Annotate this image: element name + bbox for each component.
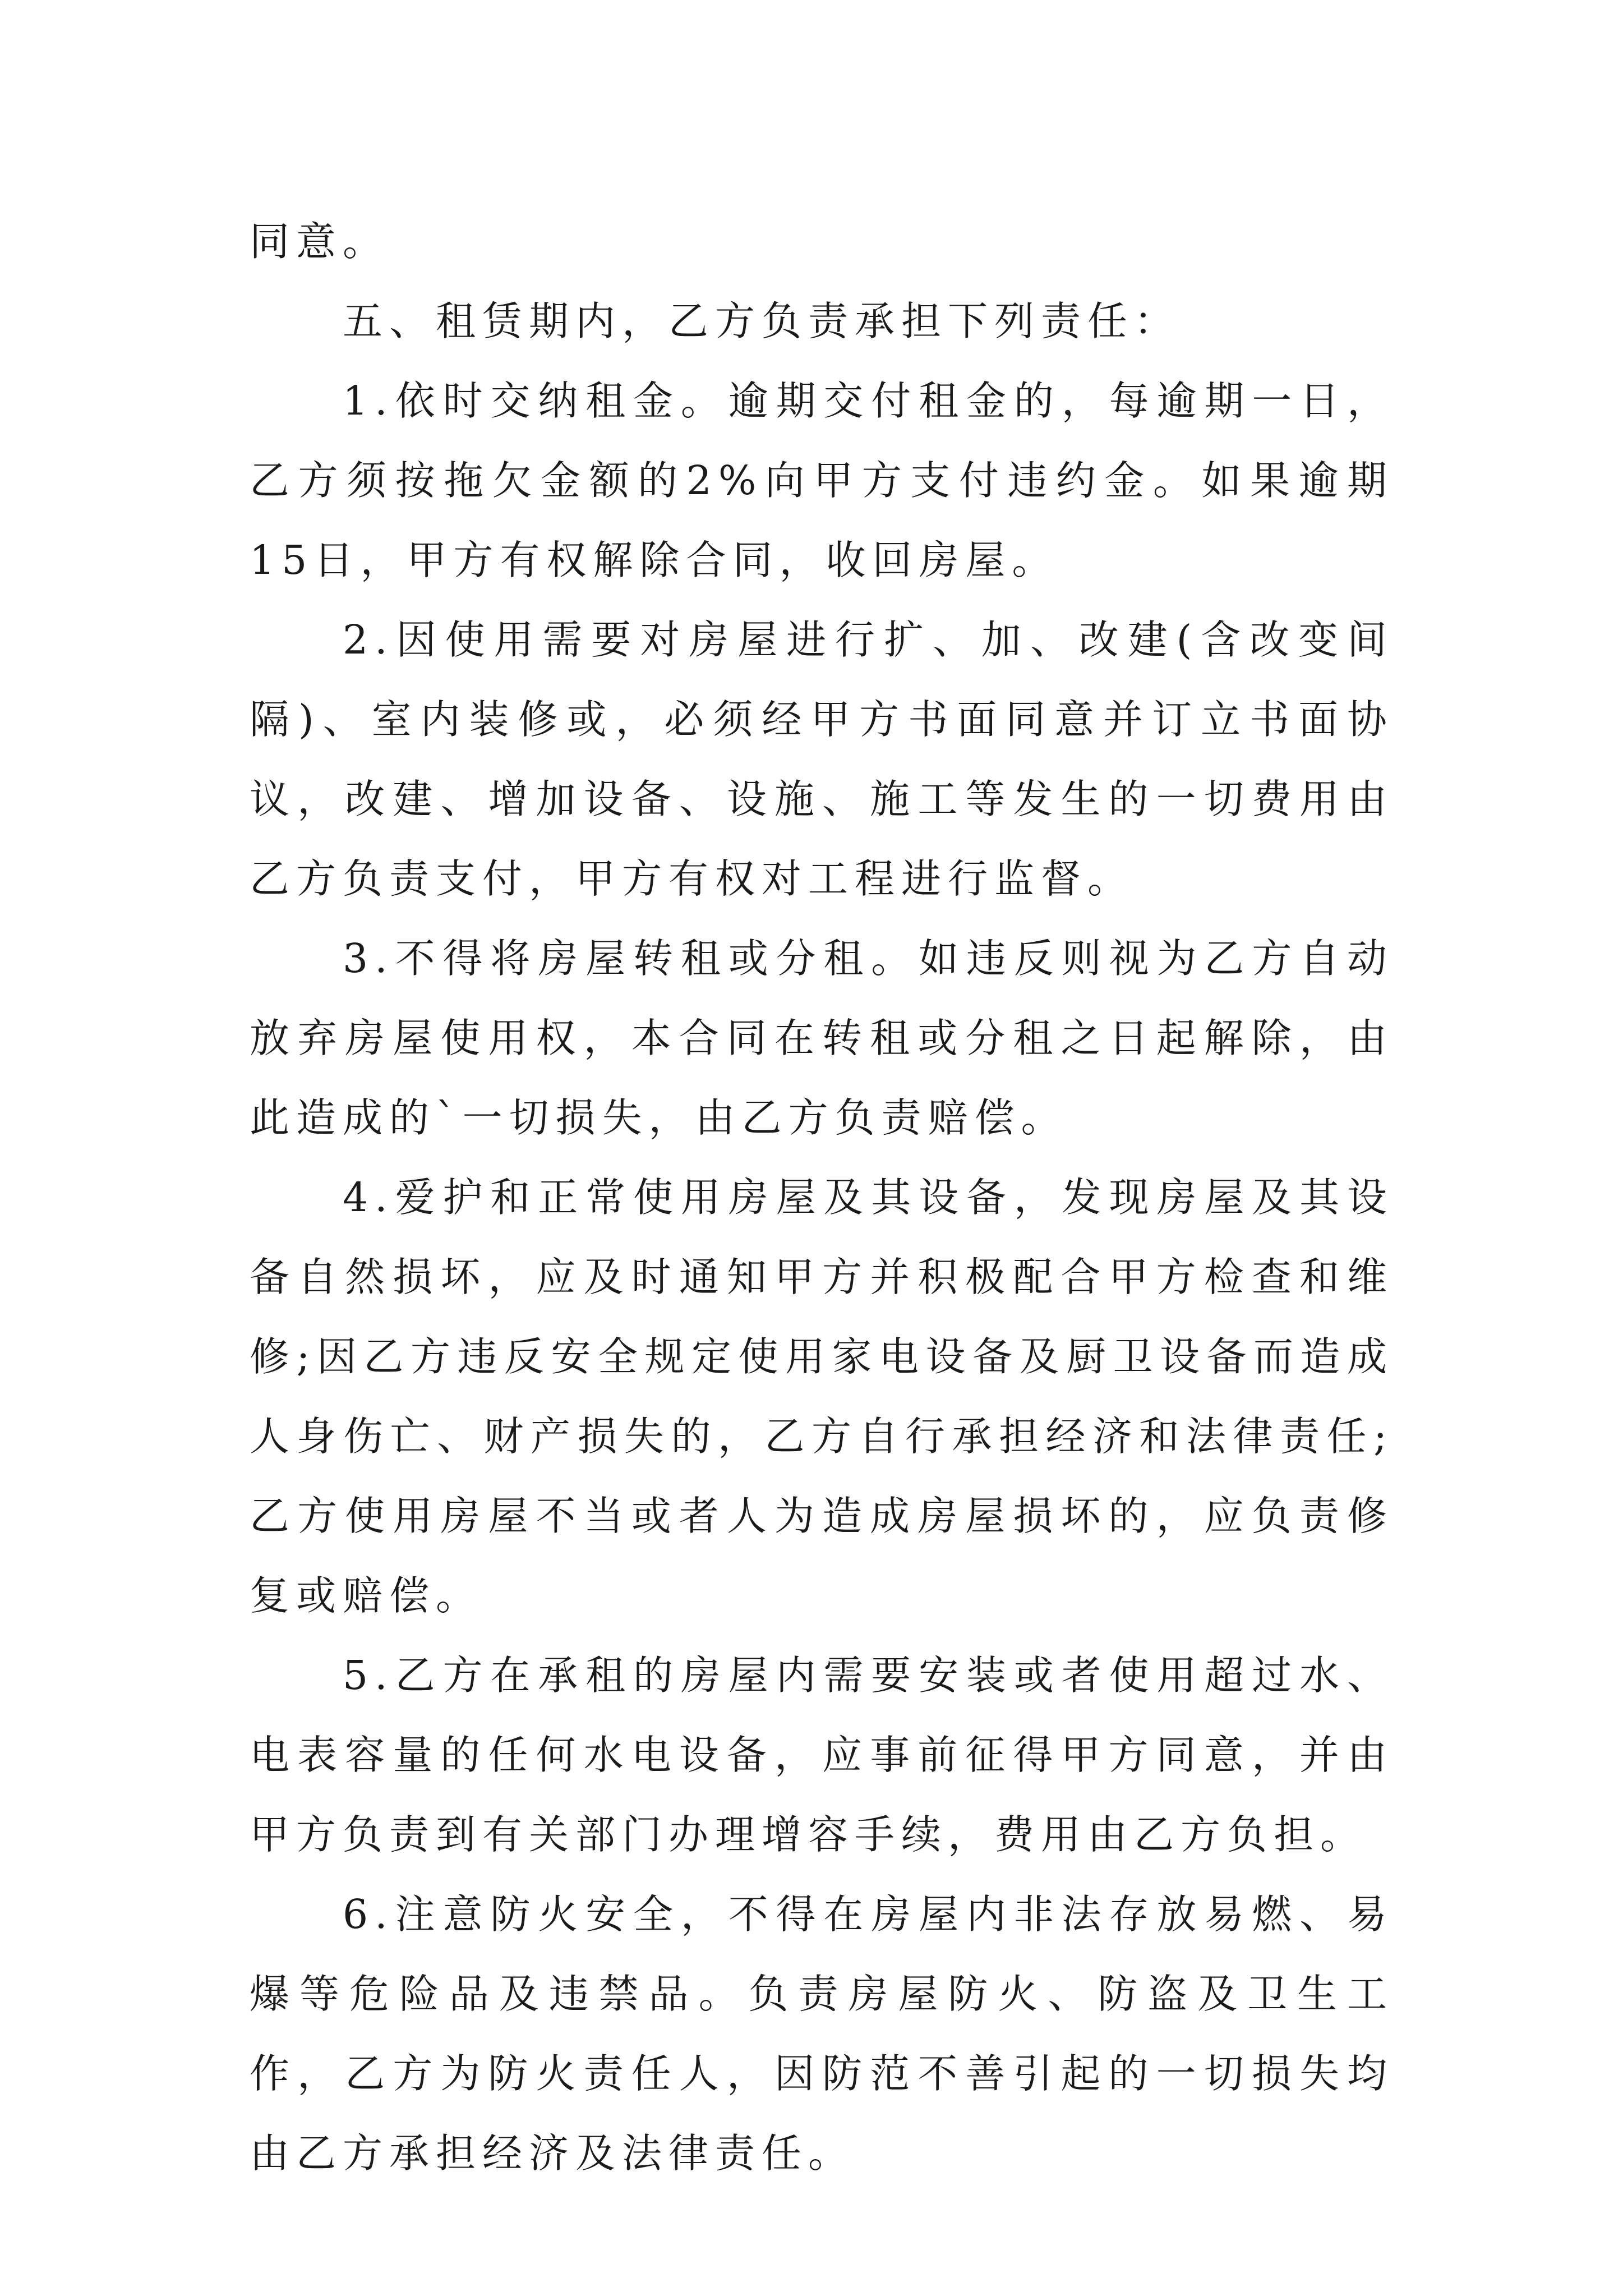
- section-heading-five: 五、租赁期内，乙方负责承担下列责任：: [343, 298, 1181, 344]
- clause-5-utilities: 5.乙方在承租的房屋内需要安装或者使用超过水、电表容量的任何水电设备，应事前征得甲方同意，并由甲方负责到有关部门办理增容手续，费用由乙方负担。: [250, 1652, 1394, 1858]
- clause-6-fire-safety: 6.注意防火安全，不得在房屋内非法存放易燃、易爆等危险品及违禁品。负责房屋防火、防盗及卫生工作，乙方为防火责任人，因防范不善引起的一切损失均由乙方承担经济及法律责任。: [250, 1891, 1394, 2177]
- paragraph-continuation: 同意。: [250, 218, 390, 265]
- clause-2-renovation: 2.因使用需要对房屋进行扩、加、改建(含改变间隔)、室内装修或，必须经甲方书面同意并订立书面协议，改建、增加设备、设施、施工等发生的一切费用由乙方负责支付，甲方有权对工程进行监督。: [250, 616, 1394, 902]
- document-body: [250, 202, 1394, 2193]
- clause-1-rent-payment: 1.依时交纳租金。逾期交付租金的，每逾期一日，乙方须按拖欠金额的2%向甲方支付违约金。如果逾期15日，甲方有权解除合同，收回房屋。: [250, 378, 1394, 583]
- clause-3-subletting: 3.不得将房屋转租或分租。如违反则视为乙方自动放弃房屋使用权，本合同在转租或分租之日起解除，由此造成的`一切损失，由乙方负责赔偿。: [250, 935, 1394, 1141]
- clause-4-maintenance: 4.爱护和正常使用房屋及其设备，发现房屋及其设备自然损坏，应及时通知甲方并积极配合甲方检查和维修;因乙方违反安全规定使用家电设备及厨卫设备而造成人身伤亡、财产损失的，乙方自行承担经济和法律责任;乙方使用房屋不当或者人为造成房屋损坏的，应负责修复或赔偿。: [250, 1174, 1394, 1619]
